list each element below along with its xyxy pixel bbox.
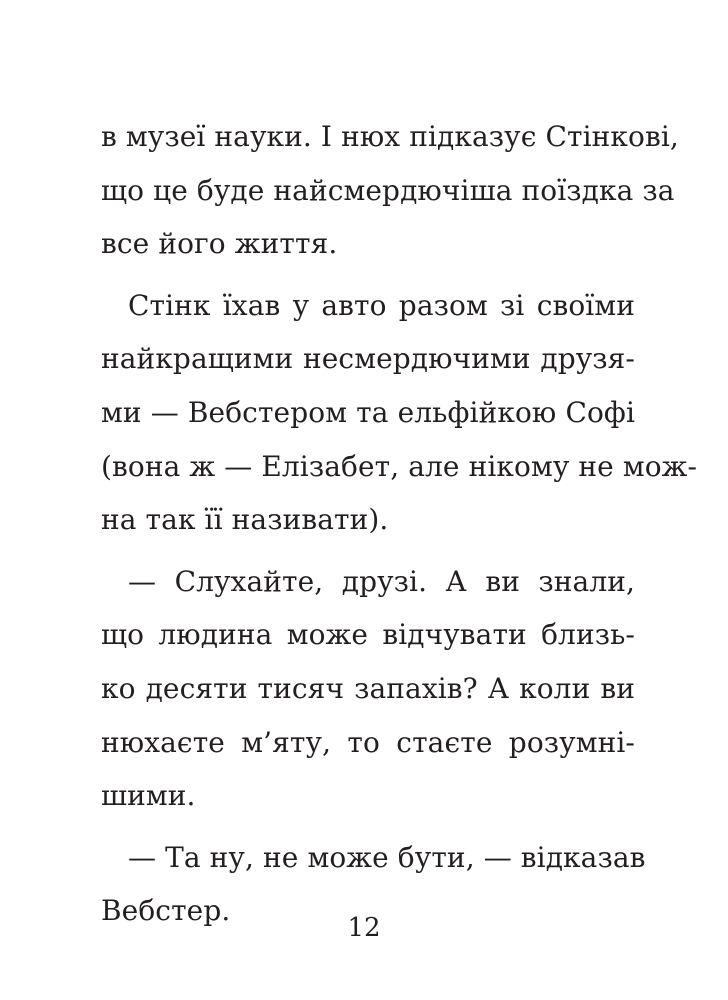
text-line: Вебстер. [101,894,231,928]
paragraph-gap [101,271,635,279]
paragraph-gap [101,823,635,831]
text-line: шими. [101,779,196,813]
text-line: — Та ну, не може бути, — відказав [128,840,646,874]
page-number: 12 [347,913,381,943]
text-line: в музеї науки. І нюх підказує Стінкові, [101,120,679,153]
text-line: нюхаєте м’яту, то стаєте розумні- [101,725,635,759]
text-line: Стінк їхав у авто разом зі своїми [128,288,635,322]
text-line: (вона ж — Елізабет, але нікому не мож- [101,449,698,483]
text-line: найкращими несмердючими друзя- [101,342,635,376]
text-line: що це буде найсмердючіша поїздка за [101,173,675,207]
paragraph-2 [101,279,698,547]
paragraph-3 [101,555,635,823]
paragraph-1 [101,110,679,271]
body-text [101,110,698,938]
text-line: що людина може відчувати близь- [101,618,635,652]
text-line: ми — Вебстером та ельфійкою Софі [101,395,635,429]
text-line: ко десяти тисяч запахів? А коли ви [101,671,635,705]
paragraph-gap [101,547,635,555]
text-line: все його життя. [101,227,338,261]
text-line: на так її називати). [101,503,389,537]
text-line: — Слухайте, друзі. А ви знали, [128,564,635,598]
